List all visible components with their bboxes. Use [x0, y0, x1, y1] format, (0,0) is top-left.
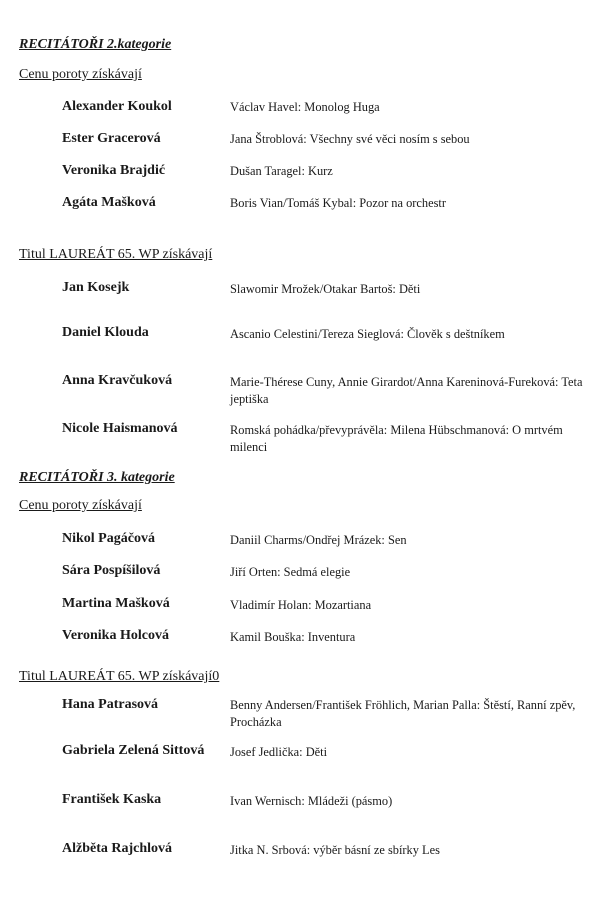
group-title-laureate: Titul LAUREÁT 65. WP získávají [19, 247, 213, 262]
entry-work: Jitka N. Srbová: výběr básní ze sbírky Les [230, 843, 440, 857]
category-heading: RECITÁTOŘI 3. kategorie [19, 470, 175, 485]
entry-name: Hana Patrasová [62, 697, 159, 712]
entry-work: Dušan Taragel: Kurz [230, 164, 333, 178]
group-title-jury-prize: Cenu poroty získávají [19, 498, 142, 513]
entry-name: Gabriela Zelená Sittová [62, 743, 205, 758]
entry-work: Jiří Orten: Sedmá elegie [230, 565, 351, 579]
entry-name: Anna Kravčuková [62, 373, 173, 388]
entry-name: Jan Kosejk [62, 280, 130, 295]
entry-name: Agáta Mašková [62, 195, 156, 210]
entry-name: Sára Pospíšilová [62, 563, 161, 578]
entry-work: Václav Havel: Monolog Huga [230, 100, 380, 114]
entry-name: Daniel Klouda [62, 325, 149, 340]
entry-work: Josef Jedlička: Děti [230, 745, 328, 759]
entry-name: Martina Mašková [62, 596, 170, 611]
entry-name: Alžběta Rajchlová [62, 841, 173, 856]
entry-name: František Kaska [62, 792, 162, 807]
entry-name: Nikol Pagáčová [62, 531, 155, 546]
group-title-laureate: Titul LAUREÁT 65. WP získávají0 [19, 669, 220, 684]
entry-name: Ester Gracerová [62, 131, 161, 146]
entry-work: Slawomir Mrožek/Otakar Bartoš: Děti [230, 282, 421, 296]
entry-name: Nicole Haismanová [62, 421, 178, 436]
entry-work: Ivan Wernisch: Mládeži (pásmo) [230, 794, 393, 808]
entry-work: Daniil Charms/Ondřej Mrázek: Sen [230, 533, 407, 547]
entry-name: Veronika Brajdić [62, 163, 166, 178]
entry-work: Kamil Bouška: Inventura [230, 630, 356, 644]
entry-work: Vladimír Holan: Mozartiana [230, 598, 372, 612]
entry-work: Romská pohádka/převyprávěla: Milena Hübschmanová: O mrtvém milenci [230, 423, 563, 454]
entry-work: Ascanio Celestini/Tereza Sieglová: Člověk s deštníkem [230, 327, 505, 341]
entry-work: Jana Štroblová: Všechny své věci nosím s sebou [230, 132, 470, 146]
entry-name: Alexander Koukol [62, 99, 172, 114]
entry-work: Marie-Thérese Cuny, Annie Girardot/Anna Kareninová-Fureková: Teta jeptiška [230, 375, 583, 406]
category-heading: RECITÁTOŘI 2.kategorie [19, 37, 172, 52]
entry-work: Boris Vian/Tomáš Kybal: Pozor na orchestr [230, 196, 446, 210]
entry-name: Veronika Holcová [62, 628, 169, 643]
group-title-jury-prize: Cenu poroty získávají [19, 67, 142, 82]
entry-work: Benny Andersen/František Fröhlich, Marian Palla: Štěstí, Ranní zpěv, Procházka [230, 698, 576, 729]
